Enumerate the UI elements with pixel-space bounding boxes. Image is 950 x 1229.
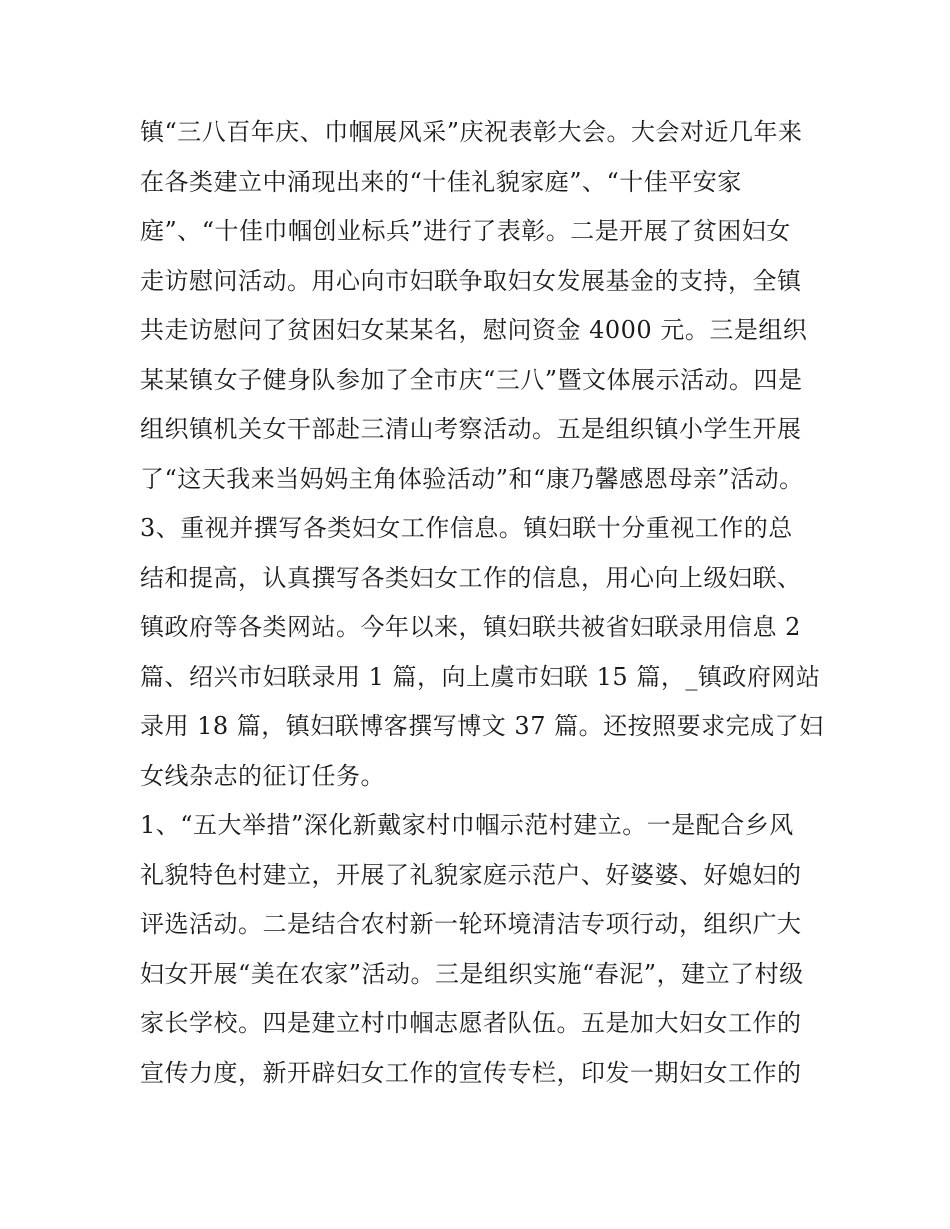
text-line: 录用 18 篇，镇妇联博客撰写博文 37 篇。还按照要求完成了妇 (140, 712, 824, 740)
text-line: 宣传力度，新开辟妇女工作的宣传专栏，印发一期妇女工作的 (140, 1058, 802, 1087)
text-line: 3、重视并撰写各类妇女工作信息。镇妇联十分重视工作的总 (140, 514, 793, 542)
body-text (140, 108, 830, 1098)
text-line: 1、“五大举措”深化新戴家村巾帼示范村建立。一是配合乡风 (140, 811, 794, 839)
text-line: 女线杂志的征订任务。 (140, 761, 385, 790)
text-line: 评选活动。二是结合农村新一轮环境清洁专项行动，组织广大 (140, 910, 802, 938)
text-line: 了“这天我来当妈妈主角体验活动”和“康乃馨感恩母亲”活动。 (140, 464, 804, 493)
text-line: 镇“三八百年庆、巾帼展风采”庆祝表彰大会。大会对近几年来 (140, 118, 803, 146)
text-line: 组织镇机关女干部赴三清山考察活动。五是组织镇小学生开展 (140, 415, 802, 443)
text-line: 结和提高，认真撰写各类妇女工作的信息，用心向上级妇联、 (140, 563, 802, 592)
text-line: 镇政府等各类网站。今年以来，镇妇联共被省妇联录用信息 2 (140, 613, 801, 641)
text-line: 走访慰问活动。用心向市妇联争取妇女发展基金的支持，全镇 (140, 266, 802, 295)
text-line: 篇、绍兴市妇联录用 1 篇，向上虞市妇联 15 篇，_镇政府网站 (140, 662, 821, 691)
text-line: 在各类建立中涌现出来的“十佳礼貌家庭”、“十佳平安家 (140, 167, 742, 196)
text-line: 庭”、“十佳巾帼创业标兵”进行了表彰。二是开展了贫困妇女 (140, 217, 791, 245)
text-line: 家长学校。四是建立村巾帼志愿者队伍。五是加大妇女工作的 (140, 1009, 802, 1037)
text-line: 妇女开展“美在农家”活动。三是组织实施“春泥”，建立了村级 (140, 959, 804, 988)
text-line: 共走访慰问了贫困妇女某某名，慰问资金 4000 元。三是组织 (140, 316, 808, 344)
text-line: 礼貌特色村建立，开展了礼貌家庭示范户、好婆婆、好媳妇的 (140, 860, 802, 889)
text-line: 某某镇女子健身队参加了全市庆“三八”暨文体展示活动。四是 (140, 365, 803, 394)
